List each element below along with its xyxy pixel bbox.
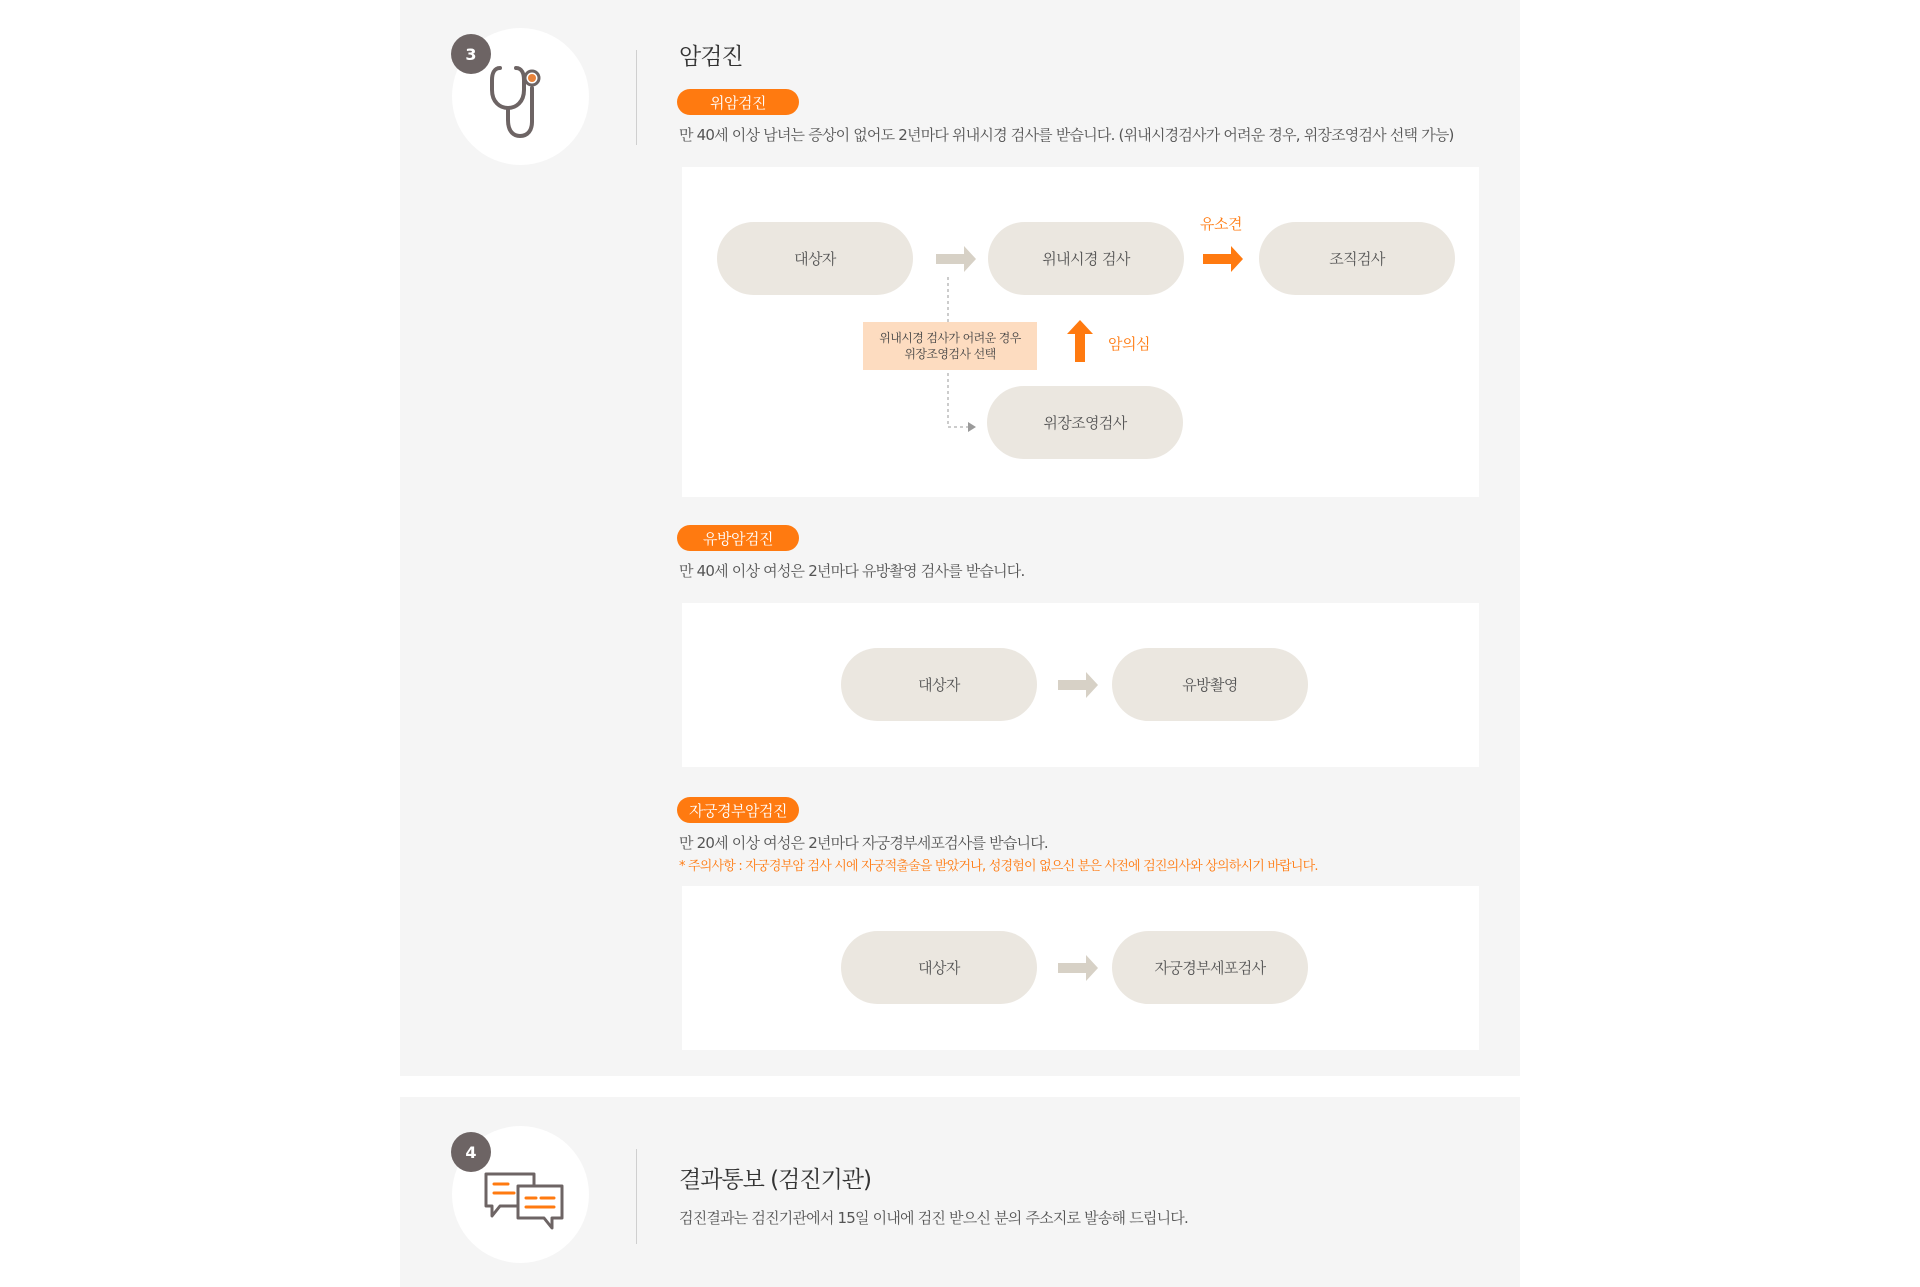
breast-flow-box: [682, 603, 1479, 767]
node-pap-smear: 자궁경부세포검사: [1112, 931, 1308, 1004]
step-number-badge: 4: [451, 1132, 491, 1172]
finding-label: 유소견: [1200, 215, 1242, 233]
node-contrast: 위장조영검사: [987, 386, 1183, 459]
arrow-right-icon: [1058, 955, 1100, 981]
node-target: 대상자: [841, 931, 1037, 1004]
cervical-cancer-desc: 만 20세 이상 여성은 2년마다 자궁경부세포검사를 받습니다.: [679, 834, 1048, 852]
step-number-badge: 3: [451, 34, 491, 74]
node-mammography: 유방촬영: [1112, 648, 1308, 721]
suspect-label: 암의심: [1108, 335, 1150, 353]
breast-cancer-pill: 유방암검진: [677, 525, 799, 551]
step-4-section: [400, 1097, 1520, 1287]
arrow-up-orange-icon: [1067, 320, 1093, 362]
arrow-right-orange-icon: [1203, 246, 1245, 272]
cervical-caution-note: * 주의사항 : 자궁경부암 검사 시에 자궁적출술을 받았거나, 성경험이 없으신 분은 사전에 검진의사와 상의하시기 바랍니다.: [679, 859, 1318, 874]
result-desc: 검진결과는 검진기관에서 15일 이내에 검진 받으신 분의 주소지로 발송해 드립니다.: [679, 1209, 1188, 1227]
breast-cancer-desc: 만 40세 이상 여성은 2년마다 유방촬영 검사를 받습니다.: [679, 562, 1025, 580]
divider: [636, 50, 637, 145]
cervical-cancer-pill: 자궁경부암검진: [677, 797, 799, 823]
section-title: 결과통보 (검진기관): [679, 1167, 872, 1193]
alt-note-box: 위내시경 검사가 어려운 경우 위장조영검사 선택: [863, 322, 1037, 370]
stomach-cancer-pill: 위암검진: [677, 89, 799, 115]
node-target: 대상자: [841, 648, 1037, 721]
divider: [636, 1149, 637, 1244]
node-endoscopy: 위내시경 검사: [988, 222, 1184, 295]
section-title: 암검진: [679, 44, 743, 70]
arrow-right-icon: [1058, 672, 1100, 698]
stomach-cancer-desc: 만 40세 이상 남녀는 증상이 없어도 2년마다 위내시경 검사를 받습니다. (위내시경검사가 어려운 경우, 위장조영검사 선택 가능): [679, 126, 1454, 144]
step-3-section: [400, 0, 1520, 1076]
node-target: 대상자: [717, 222, 913, 295]
cervical-flow-box: [682, 886, 1479, 1050]
arrow-right-icon: [936, 246, 978, 272]
stomach-flow-box: [682, 167, 1479, 497]
node-biopsy: 조직검사: [1259, 222, 1455, 295]
